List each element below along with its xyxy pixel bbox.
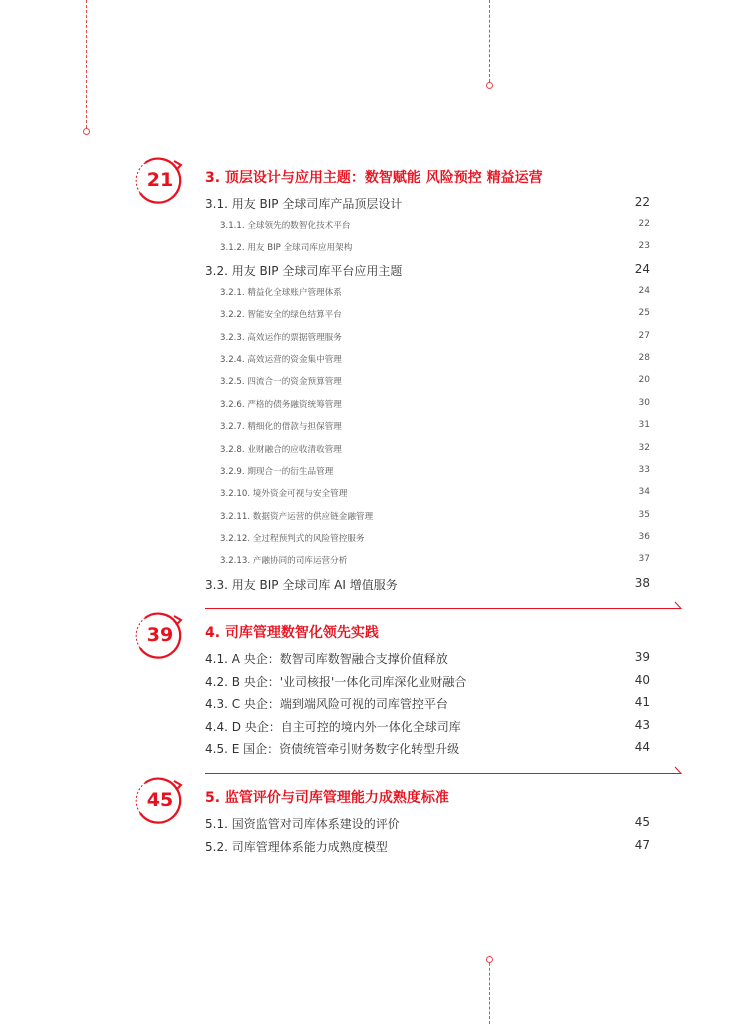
page-badge [135,610,185,660]
toc-entry-label: 3.2.13. 产融协同的司库运营分析 [220,556,348,567]
toc-entry[interactable] [205,260,650,283]
toc-entry-page: 40 [634,672,650,687]
decor-line-top-center [489,0,490,82]
toc-entry-label: 3.2.8. 业财融合的应收清收管理 [220,444,342,455]
toc-entry-label: 4.1. A 央企：数智司库数智融合支撑价值释放 [205,652,448,666]
toc-entry-page: 23 [638,240,650,251]
toc-entries [205,813,650,858]
toc-entry-label: 3.2.3. 高效运作的票据管理服务 [220,332,342,343]
toc-entry-page: 41 [634,695,650,709]
toc-entry-page: 33 [638,464,650,475]
decor-dot-top-center [486,82,493,89]
badge-number: 21 [146,169,174,191]
section-title[interactable]: 5. 监管评价与司库管理能力成熟度标准 [205,790,449,806]
toc-entry-page: 24 [634,262,650,277]
toc-entry-label: 3.2.11. 数据资产运营的供应链金融管理 [220,511,374,522]
toc-entry[interactable] [205,738,650,761]
toc-entry-label: 3.2. 用友 BIP 全球司库平台应用主题 [205,264,403,279]
toc-entry-page: 22 [634,195,650,209]
toc-entry[interactable] [205,551,650,573]
toc-entry-label: 3.3. 用友 BIP 全球司库 AI 增值服务 [205,577,398,592]
toc-entry-page: 28 [638,352,650,363]
badge-number: 45 [146,789,174,811]
toc-entry-page: 45 [634,815,650,829]
toc-entry[interactable] [205,417,650,439]
toc-entry[interactable] [205,350,650,372]
toc-entry-page: 31 [638,420,650,431]
decor-dot-bottom-center [486,956,493,963]
toc-entry-page: 34 [638,487,650,498]
toc-entry[interactable] [205,813,650,836]
toc-entry-label: 3.2.12. 全过程预判式的风险管控服务 [220,534,365,545]
toc-entry-page: 39 [634,650,650,664]
toc-entry-label: 3.1.2. 用友 BIP 全球司库应用架构 [220,242,353,253]
toc-entry-label: 3.2.2. 智能安全的绿色结算平台 [220,310,342,321]
toc-entry-label: 3.2.4. 高效运营的资金集中管理 [220,354,342,365]
toc-entry[interactable] [205,328,650,350]
badge-number: 39 [146,624,174,646]
toc-entry-label: 3.2.6. 严格的债务融资统筹管理 [220,399,342,410]
toc-entry[interactable] [205,238,650,260]
toc-entry-page: 43 [634,717,650,732]
toc-entry-page: 25 [638,308,650,319]
decor-line-bottom-center [489,963,490,1024]
toc-entry-page: 32 [638,442,650,453]
decor-dot-left [83,128,90,135]
toc-entry-label: 3.2.5. 四流合一的资金预算管理 [220,377,342,388]
toc-entry[interactable] [205,484,650,506]
toc-entry-page: 24 [638,285,650,296]
toc-entry[interactable] [205,671,650,694]
section-title[interactable]: 3. 顶层设计与应用主题：数智赋能 风险预控 精益运营 [205,170,543,186]
toc-entry[interactable] [205,507,650,529]
toc-entry[interactable] [205,836,650,859]
toc-entry-label: 3.2.9. 期现合一的衍生品管理 [220,466,334,477]
toc-entry-page: 36 [638,532,650,543]
toc-entry[interactable] [205,395,650,417]
toc-entry-label: 4.2. B 央企：'业司核报'一体化司库深化业财融合 [205,674,467,689]
toc-entry-page: 22 [638,218,650,229]
toc-entry[interactable] [205,283,650,305]
toc-entries [205,648,650,761]
toc-entry-label: 3.2.7. 精细化的借款与担保管理 [220,422,342,433]
toc-entry-label: 5.1. 国资监管对司库体系建设的评价 [205,817,400,831]
toc-entry-page: 35 [638,509,650,520]
section-divider [205,600,687,610]
toc-entry-page: 20 [638,375,650,386]
toc-entry[interactable] [205,648,650,671]
toc-entry-label: 3.2.1. 精益化全球账户管理体系 [220,287,342,298]
toc-entry-label: 5.2. 司库管理体系能力成熟度模型 [205,839,388,854]
toc-entry[interactable] [205,574,650,597]
toc-entry-label: 4.4. D 央企：自主可控的境内外一体化全球司库 [205,719,461,734]
decor-line-left [86,0,87,128]
toc-entry[interactable] [205,529,650,551]
toc-entry-page: 37 [638,554,650,565]
toc-entries [205,193,650,596]
toc-entry-page: 38 [634,575,650,590]
toc-entry-page: 27 [638,330,650,341]
section-title[interactable]: 4. 司库管理数智化领先实践 [205,625,379,641]
toc-entry-label: 3.1.1. 全球领先的数智化技术平台 [220,220,351,231]
toc-entry-page: 44 [634,740,650,754]
page-badge [135,155,185,205]
toc-entry[interactable] [205,372,650,394]
page-badge [135,775,185,825]
toc-entry[interactable] [205,216,650,238]
toc-entry-label: 4.5. E 国企：资债统管牵引财务数字化转型升级 [205,742,460,756]
toc-entry[interactable] [205,440,650,462]
toc-entry[interactable] [205,693,650,716]
section-divider [205,765,687,775]
toc-entry-page: 47 [634,837,650,852]
toc-entry-label: 3.1. 用友 BIP 全球司库产品顶层设计 [205,197,403,211]
toc-entry[interactable] [205,716,650,739]
toc-entry[interactable] [205,305,650,327]
toc-entry-page: 30 [638,397,650,408]
toc-entry[interactable] [205,462,650,484]
toc-entry[interactable] [205,193,650,216]
toc-entry-label: 4.3. C 央企：端到端风险可视的司库管控平台 [205,697,448,711]
toc-entry-label: 3.2.10. 境外资金可视与安全管理 [220,489,348,500]
